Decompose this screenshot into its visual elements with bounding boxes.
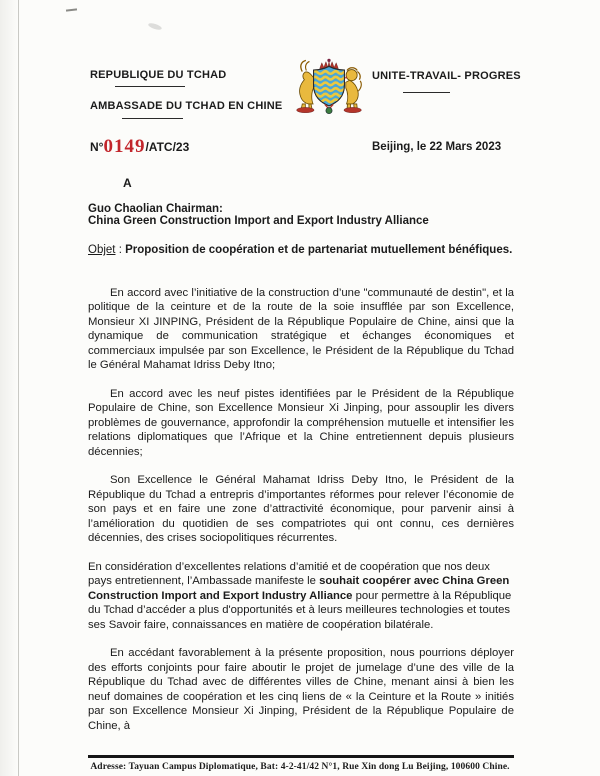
footer-divider xyxy=(88,755,514,758)
scan-edge-shadow xyxy=(0,0,18,776)
reference-suffix: /ATC/23 xyxy=(145,140,190,154)
lion-supporter xyxy=(346,68,362,109)
addressee-organization: China Green Construction Import and Export Industry Alliance xyxy=(88,215,429,227)
medal xyxy=(326,108,332,114)
national-motto: UNITE-TRAVAIL- PROGRES xyxy=(372,70,521,82)
divider xyxy=(122,118,183,119)
letter-paragraph: En accédant favorablement à la présente proposition, nous pourrions déployer des efforts conjoints pour faire aboutir le projet de jumelage d’une des ville de la République du Tchad avec de différentes villes de Chine, menant ainsi à bien les neuf domaines de coopération et les cinq liens de « la Ceinture et la Route » initiés par son Excellence Monsieur Xi Jinping, Président de la République Populaire de Chine, à xyxy=(88,647,514,732)
letterhead-left xyxy=(90,69,282,119)
divider xyxy=(403,92,450,93)
letter-paragraph: En considération d’excellentes relations d’amitié et de coopération que nos deux pays entretiennent, l’Ambassade manifeste le souhait coopérer avec China Green Construction Import and Export Industry Alliance pour permettre à la République du Tchad d’accéder a plus d'opportunités et à leurs meilleures technologies et toutes ses Savoir faire, connaissances en matière de coopération bilatérale. xyxy=(88,560,512,631)
reference-prefix: N° xyxy=(90,140,104,154)
goat-base xyxy=(297,107,314,112)
goat-supporter xyxy=(300,60,314,109)
subject-label: Objet xyxy=(88,244,116,256)
letter-paragraph: En accord avec l’initiative de la construction d’une "communauté de destin", et la politique de la ceinture et de la route de la soie insufflée par son Excellence, Monsieur XI JINPING, Président de la République Populaire de Chine, ainsi que la dynamique de communication stratégique et échanges économiques et commerciaux impulsée par son Excellence, le Président de la République du Tchad le Général Mahamat Idriss Deby Itno; xyxy=(88,286,514,371)
chad-coat-of-arms-icon xyxy=(293,57,365,121)
lion-base xyxy=(344,107,361,112)
letterhead-right xyxy=(372,70,521,93)
staple-mark xyxy=(66,8,77,11)
letter-paragraph: En accord avec les neuf pistes identifiées par le Président de la République Populaire de Chine, son Excellence Monsieur Xi Jinping, pour assouplir les divers problèmes de gouvernance, approfondir la compréhension mutuelle et intensifier les relations diplomatiques que l’Afrique et la Chine entretiennent depuis plusieurs décennies; xyxy=(88,387,514,458)
reference-number xyxy=(90,136,189,158)
subject-line xyxy=(88,243,514,258)
addressee-marker: A xyxy=(123,176,132,190)
divider xyxy=(115,86,185,87)
addressee-name: Guo Chaolian Chairman: xyxy=(88,203,223,215)
subject-separator: : xyxy=(115,244,126,256)
date-line: Beijing, le 22 Mars 2023 xyxy=(372,141,502,153)
scan-smudge xyxy=(148,22,163,31)
paragraphs-block xyxy=(88,286,514,734)
footer-address: Adresse: Tayuan Campus Diplomatique, Bat: 4-2-41/42 N°1, Rue Xin dong Lu Beijing, 100600 Chine. xyxy=(90,762,510,772)
subject-text: Proposition de coopération et de partenariat mutuellement bénéfiques. xyxy=(125,244,513,256)
page-edge-line xyxy=(18,0,19,776)
embassy-title: AMBASSADE DU TCHAD EN CHINE xyxy=(90,100,283,112)
letter-paragraph: Son Excellence le Général Mahamat Idriss Deby Itno, le Président de la République du Tchad a entrepris d’importantes réformes pour relever l’économie de son pays et en faire une zone d’attractivité économique, pour parvenir ainsi à l’amélioration du quotidien de ses compatriotes qui ont connu, ces dernières décennies, des crises sociopolitiques récurrentes. xyxy=(88,474,514,544)
reference-digits: 0149 xyxy=(103,136,146,157)
republic-title: REPUBLIQUE DU TCHAD xyxy=(90,69,227,81)
letter-body xyxy=(88,176,514,747)
